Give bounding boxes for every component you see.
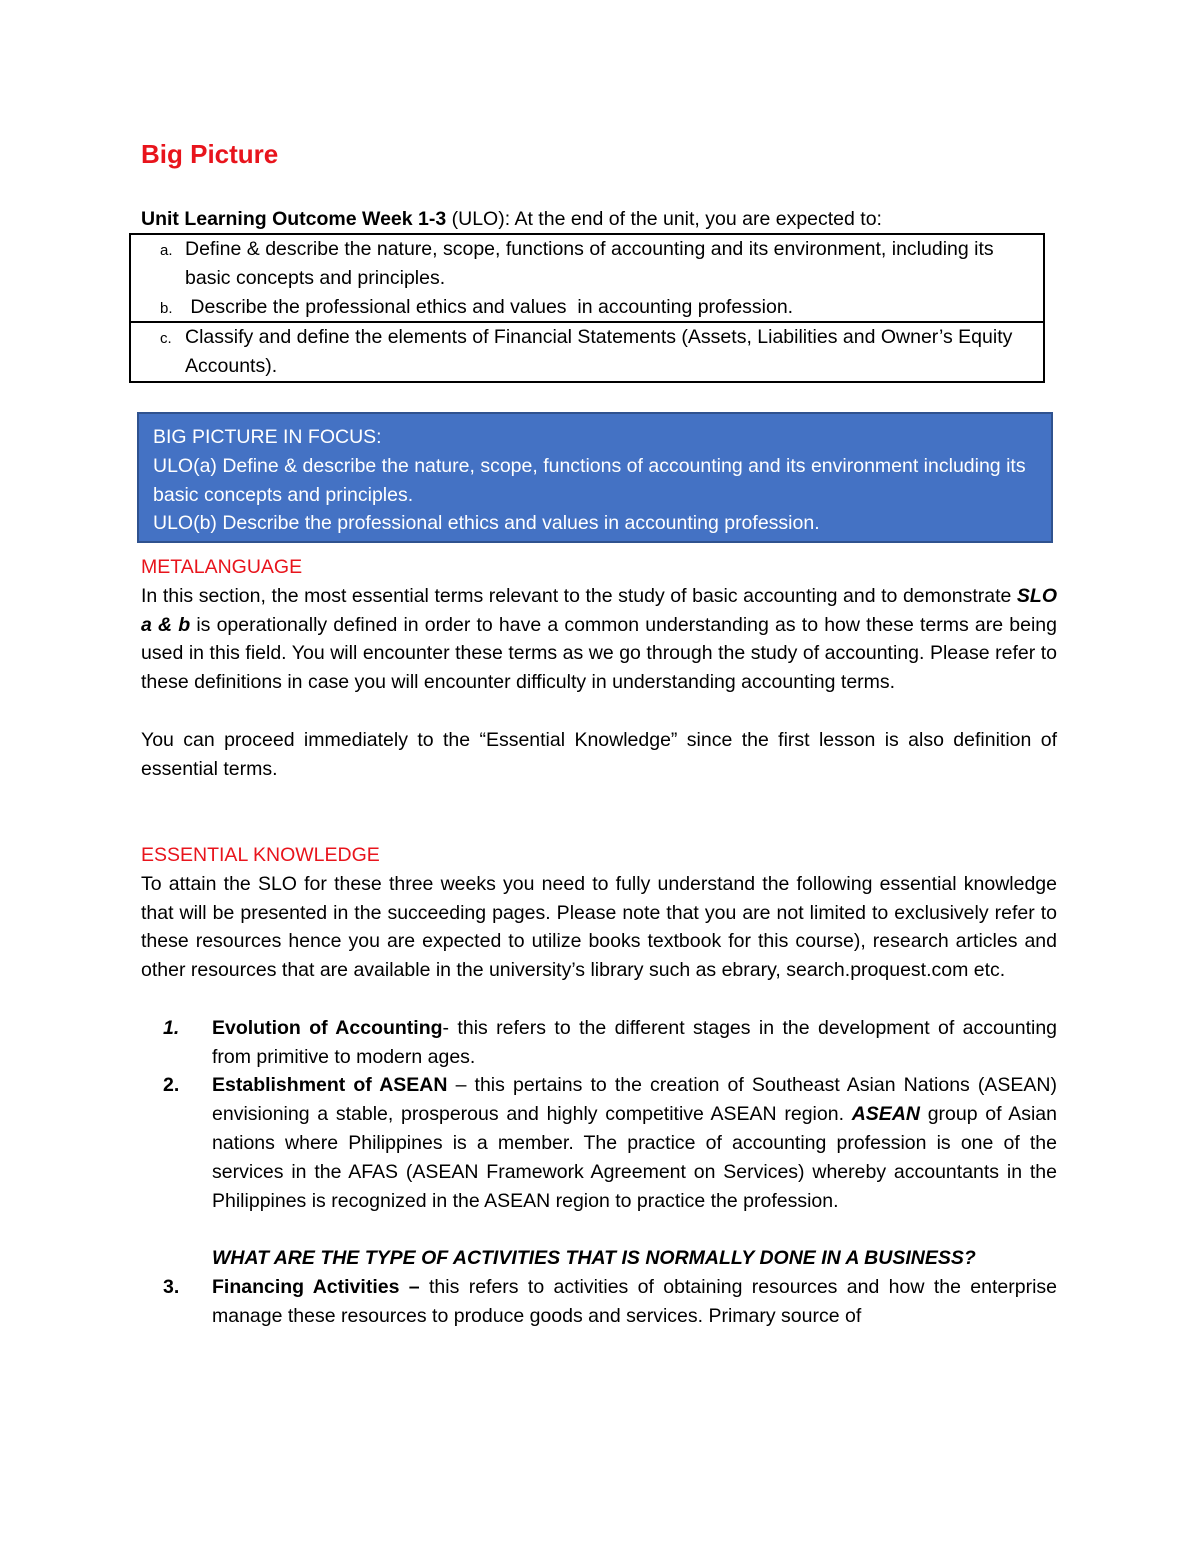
ulo-outcomes-box [129,233,1045,383]
ulo-item-text: Classify and define the elements of Financial Statements (Assets, Liabilities and Owner’s Equity Accounts). [185,326,1013,378]
ulo-item-c [131,321,1043,381]
list-term: Financing Activities – [212,1275,420,1298]
page-title: Big Picture [141,139,279,169]
ulo-item-a [131,235,1043,293]
essential-knowledge-section [141,841,1057,1331]
business-activities-question: WHAT ARE THE TYPE OF ACTIVITIES THAT IS NORMALLY DONE IN A BUSINESS? [212,1247,976,1270]
ulo-item-letter: a. [160,242,173,259]
list-number: 2. [163,1074,180,1097]
metalanguage-section [141,553,1057,783]
ulo-item-text: Define & describe the nature, scope, functions of accounting and its environment, including its basic concepts and principles. [185,238,994,289]
list-term: Establishment of ASEAN [212,1074,448,1097]
list-text: this refers to activities of obtaining resources and how the enterprise manage these resources to produce goods and services. Primary source of [212,1275,1057,1327]
ulo-item-letter: b. [160,299,173,317]
ulo-intro [141,205,882,234]
metalanguage-heading: METALANGUAGE [141,556,303,578]
metalanguage-p1-end: is operationally defined in order to have a common understanding as to how these terms are being used in this field. You will encounter these terms as we go through the study of accounting. Please refer to these definitions in case you will encounter difficulty in understanding accounting terms. [141,613,1057,694]
ulo-item-b [131,293,1043,322]
slo-emphasis: SLO a & b [141,584,1057,636]
list-text: - this refers to the different stages in the development of accounting from primitive to modern ages. [212,1016,1058,1068]
focus-ulo-a: ULO(a) Define & describe the nature, scope, functions of accounting and its environment including its basic concepts and principles. [153,454,1026,506]
metalanguage-paragraph-2: You can proceed immediately to the “Essential Knowledge” since the first lesson is also definition of essential terms. [141,728,1057,780]
list-term: Evolution of Accounting [212,1016,443,1039]
metalanguage-p1-start: In this section, the most essential terms relevant to the study of basic accounting and to demonstrate [141,584,1017,607]
list-number: 1. [163,1016,180,1039]
ulo-intro-bold: Unit Learning Outcome Week 1-3 [141,208,447,230]
metalanguage-paragraph-1 [141,582,1057,697]
list-text: – this pertains to the creation of Southeast Asian Nations (ASEAN) envisioning a stable, prosperous and highly competitive ASEAN region. [212,1074,1057,1126]
list-item-asean [141,1071,1057,1215]
big-picture-focus-box [137,412,1053,543]
ulo-item-text: Describe the professional ethics and values in accounting profession. [185,295,794,318]
list-number: 3. [163,1275,180,1298]
ulo-intro-rest: (ULO): At the end of the unit, you are expected to: [446,208,882,230]
focus-heading: BIG PICTURE IN FOCUS: [153,426,382,448]
list-item-financing [141,1273,1057,1331]
essential-knowledge-paragraph: To attain the SLO for these three weeks you need to fully understand the following essential knowledge that will be presented in the succeeding pages. Please note that you are not limited to exclusively refer to these resources hence you are expected to utilize books textbook for this course), research articles and other resources that are available in the university’s library such as ebrary, search.proquest.com etc. [141,872,1057,982]
essential-knowledge-heading: ESSENTIAL KNOWLEDGE [141,844,380,866]
ulo-item-letter: c. [160,330,172,348]
focus-ulo-b: ULO(b) Describe the professional ethics and values in accounting profession. [153,512,820,535]
asean-emphasis: ASEAN [851,1103,920,1126]
list-item-evolution [141,1014,1057,1072]
list-text: group of Asian nations where Philippines is a member. The practice of accounting profession is one of the services in the AFAS (ASEAN Framework Agreement on Services) whereby accountants in the Philippines is recognized in the ASEAN region to practice the profession. [212,1103,1057,1212]
